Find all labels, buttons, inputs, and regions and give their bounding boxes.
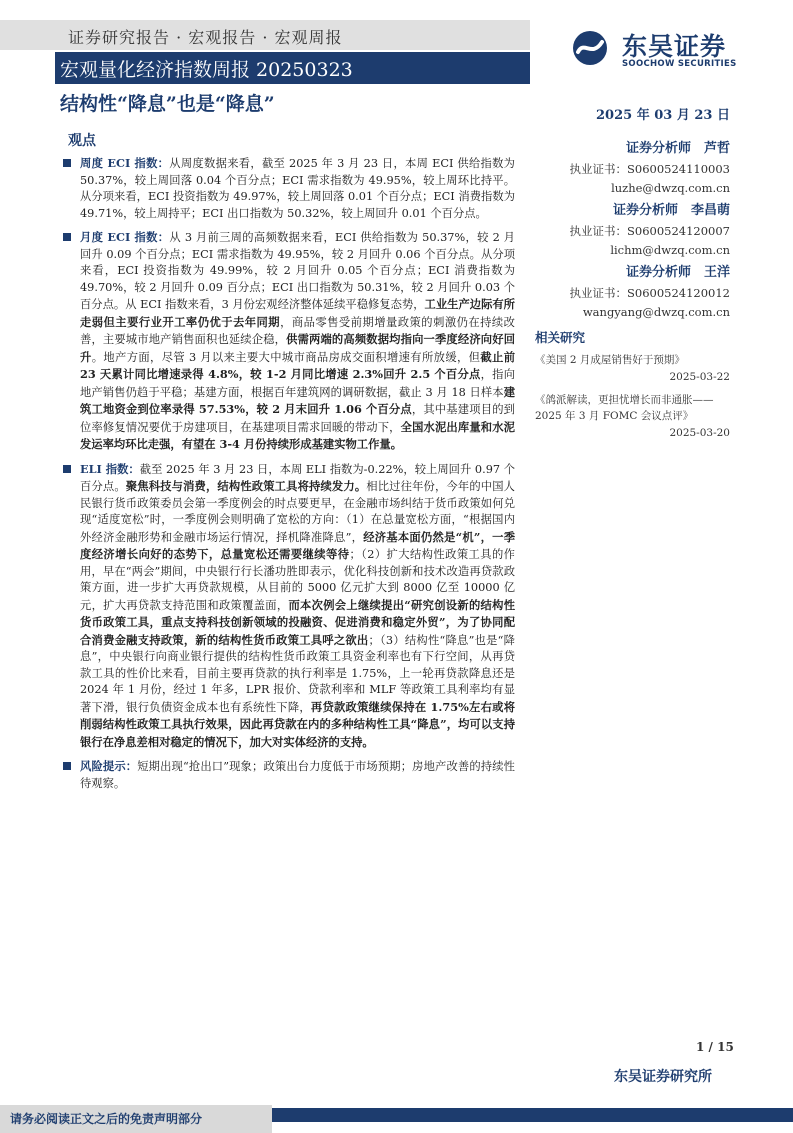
emphasis-text: 供需两端的高频数据均指向一季度经济向好回升 xyxy=(80,332,515,364)
related-research xyxy=(535,328,730,448)
footer-disclaimer: 请务必阅读正文之后的免责声明部分 xyxy=(10,1112,203,1126)
emphasis-text: 周度 ECI 指数： xyxy=(80,156,170,170)
body-text: 。地产方面，尽管 3 月以来主要大中城市商品房成交面积增速有所放缓，但 xyxy=(91,350,481,364)
logo-name-cn: 东吴证券 xyxy=(622,32,727,61)
logo-name-en: SOOCHOW SECURITIES xyxy=(622,59,737,69)
analyst-license: 执业证书：S0600524120007 xyxy=(569,224,730,238)
page-number: 1 / 15 xyxy=(696,1040,734,1054)
emphasis-text: 月度 ECI 指数： xyxy=(80,230,170,244)
emphasis-text: 全国水泥出库量和水泥发运率均环比走强，有望在 3-4 月份持续形成基建实物工作量。 xyxy=(80,419,515,451)
bullet-square-icon xyxy=(63,762,71,770)
main-body xyxy=(60,155,515,799)
bullet-square-icon xyxy=(63,465,71,473)
emphasis-text: ELI 指数： xyxy=(80,461,140,476)
related-item-date: 2025-03-22 xyxy=(669,371,730,383)
breadcrumb: 证券研究报告 · 宏观报告 · 宏观周报 xyxy=(68,28,343,47)
body-text: ，其中基建项目的到位率修复情况要优于房建项目，在基建项目需求回暖的带动下， xyxy=(80,403,515,434)
body-text: 从 3 月前三周的高频数据来看，ECI 供给指数为 50.37%，较 2 月回升 0.09 个百分点；ECI 需求指数为 49.95%，较 2 月回升 0.06 个百分点。从分项来看，ECI 投资指数为 49.99%，较 2 月回升 0.05 个百分点；ECI 消费指数为 49.70%，较 2 月回升 0.09 百分点；ECI 出口指数为 50.31%，较 2 月回升 0.03 个百分点。从 ECI 指数来看，3 月份宏观经济整体延续平稳修复态势， xyxy=(80,231,515,311)
analyst-license: 执业证书：S0600524110003 xyxy=(569,162,730,176)
analyst-name: 证券分析师 芦哲 xyxy=(625,141,730,156)
emphasis-text: 工业生产边际有所走弱但主要行业开工率仍优于去年同期 xyxy=(80,297,515,329)
related-item-title[interactable]: 《美国 2 月成屋销售好于预期》 xyxy=(535,354,685,366)
report-date: 2025 年 03 月 23 日 xyxy=(596,108,730,123)
body-text: 相比过往年份，今年的中国人民银行货币政策委员会第一季度例会的时点要更早，在金融市场纠结于货币政策如何兑现“适度宽松”时，一季度例会则明确了宽松的方向：（1）在总量宽松方面，“根据国内外经济金融形势和金融市场运行情况，择机降准降息”， xyxy=(80,480,515,544)
report-subtitle: 结构性“降息”也是“降息” xyxy=(60,93,275,115)
emphasis-text: 聚焦科技与消费，结构性政策工具将持续发力。 xyxy=(125,479,367,493)
emphasis-text: 风险提示： xyxy=(80,759,138,773)
soochow-logo-icon xyxy=(570,30,610,66)
emphasis-text: 建筑工地资金到位率录得 57.53%，较 2 月末回升 1.06 个百分点 xyxy=(80,384,515,416)
related-research-title: 相关研究 xyxy=(535,330,586,345)
section-title: 观点 xyxy=(68,133,96,149)
body-text: 从周度数据来看，截至 2025 年 3 月 23 日，本周 ECI 供给指数为 50.37%，较上周回落 0.04 个百分点；ECI 需求指数为 49.95%，较上周环比持平。从分项来看，ECI 投资指数为 49.97%，较上周回落 0.01 个百分点；ECI 消费指数为 49.71%，较上周持平；ECI 出口指数为 50.32%，较上周回升 0.01 个百分点。 xyxy=(80,157,515,220)
body-text: ；（3）结构性“降息”也是“降息”，中央银行向商业银行提供的结构性货币政策工具资金利率也有下行空间，从再贷款工具的性价比来看，目前主要再贷款的执行利率是 1.75%，上一轮再贷款降息还是 2024 年 1 月份，经过 1 年多，LPR 报价、贷款利率和 MLF 等政策工具利率均有显著下滑，银行负债资金成本也有系统性下降， xyxy=(80,633,515,714)
analyst-email[interactable]: wangyang@dwzq.com.cn xyxy=(582,305,730,319)
body-paragraph xyxy=(60,461,515,752)
body-paragraph xyxy=(60,758,515,792)
body-paragraph xyxy=(60,155,515,222)
bullet-square-icon xyxy=(63,159,71,167)
related-item-date: 2025-03-20 xyxy=(669,427,730,439)
emphasis-text: 截止前 23 天累计同比增速录得 4.8%，较 1-2 月同比增速 2.3%回升 2.5 个百分点 xyxy=(80,349,515,381)
report-title: 宏观量化经济指数周报 20250323 xyxy=(60,59,353,81)
related-item-title[interactable]: 《鸽派解读，更担忧增长而非通胀——2025 年 3 月 FOMC 会议点评》 xyxy=(535,394,714,422)
analyst-email[interactable]: luzhe@dwzq.com.cn xyxy=(611,181,730,195)
analyst-name: 证券分析师 王洋 xyxy=(625,265,730,280)
body-text: ，商品零售受前期增量政策的刺激仍在持续改善，主要城市地产销售面积也延续企稳， xyxy=(80,315,515,346)
body-text: 短期出现“抢出口”现象；政策出台力度低于市场预期；房地产改善的持续性待观察。 xyxy=(80,760,515,790)
analyst-card xyxy=(535,200,730,260)
footer-institute: 东吴证券研究所 xyxy=(614,1069,712,1085)
emphasis-text: 经济基本面仍然是“机”，一季度经济增长向好的态势下，总量宽松还需要继续等待 xyxy=(80,529,516,561)
emphasis-text: 而本次例会上继续提出“研究创设新的结构性货币政策工具，重点支持科技创新领域的投融资、促进消费和稳定外贸”，为了协同配合消费金融支持政策，新的结构性货币政策工具呼之欲出 xyxy=(80,597,516,647)
analyst-name: 证券分析师 李昌萌 xyxy=(612,203,730,218)
bullet-square-icon xyxy=(63,233,71,241)
analyst-card xyxy=(535,138,730,198)
emphasis-text: 再贷款政策继续保持在 1.75%左右或将削弱结构性政策工具执行效果，因此再贷款在内的多种结构性工具“降息”，均可以支持银行在净息差相对稳定的情况下，加大对实体经济的支持。 xyxy=(80,699,515,749)
analyst-list xyxy=(535,138,730,324)
analyst-license: 执业证书：S0600524120012 xyxy=(569,286,730,300)
body-text: 截至 2025 年 3 月 23 日，本周 ELI 指数为-0.22%，较上周回升 0.97 个百分点。 xyxy=(80,462,515,493)
body-paragraph xyxy=(60,229,515,454)
analyst-card xyxy=(535,262,730,322)
body-text: ；（2）扩大结构性政策工具的作用，早在“两会”期间，中央银行行长潘功胜即表示，优化科技创新和技术改造再贷款政策方面，进一步扩大再贷款规模，从目前的 5000 亿元扩大到 8000 亿至 10000 亿元，扩大再贷款支持范围和政策覆盖面， xyxy=(80,548,515,612)
analyst-email[interactable]: lichm@dwzq.com.cn xyxy=(610,243,730,257)
body-text: ，指向地产销售仍趋于平稳；基建方面，根据百年建筑网的调研数据，截止 3 月 18 日样本 xyxy=(80,368,515,399)
